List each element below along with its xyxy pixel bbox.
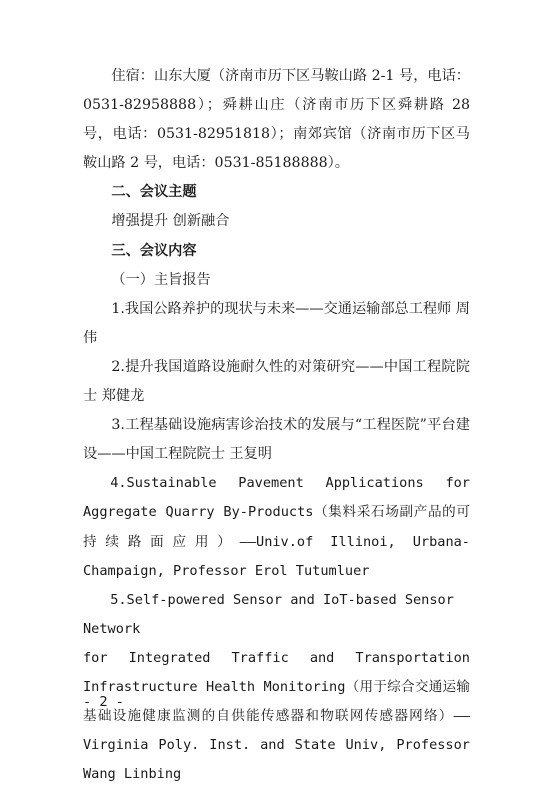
keynote-item-5-line-2: for Integrated Traffic and Transportation	[83, 649, 470, 666]
keynote-item-4: 4.Sustainable Pavement Applications for Aggregate Quarry By-Products（集料采石场副产品的可持续路面应用）——Univ.of Illinoi, Urbana-Champaign, Professor Erol Tutumluer	[83, 475, 470, 579]
keynote-item-5	[83, 586, 470, 789]
keynote-item-3: 3.工程基础设施病害诊治技术的发展与“工程医院”平台建设——中国工程院院士 王复明	[83, 417, 470, 463]
subsection-heading-keynotes: （一）主旨报告	[111, 271, 211, 288]
section-heading-content: 三、会议内容	[111, 242, 197, 259]
keynote-item-5-line-3: Infrastructure Health Monitoring（用于综合交通运输基础设施健康监测的自供能传感器和物联网传感器网络）——Virginia Poly. Inst. and State Univ, Professor Wang Linbing	[83, 678, 470, 783]
lodging-paragraph: 住宿：山东大厦（济南市历下区马鞍山路 2-1 号，电话：0531-82958888）；舜耕山庄（济南市历下区舜耕路 28 号，电话：0531-82951818）；南郊宾馆（济南市历下区马鞍山路 2 号，电话：0531-85188888）。	[83, 68, 470, 172]
keynote-item-1: 1.我国公路养护的现状与未来——交通运输部总工程师 周伟	[83, 300, 470, 346]
section-heading-theme: 二、会议主题	[111, 184, 197, 201]
page-content	[83, 62, 470, 789]
keynote-item-5-line-1: 5.Self-powered Sensor and IoT-based Sensor Network	[83, 591, 454, 637]
page-number: - 2 -	[83, 694, 124, 710]
meeting-theme: 增强提升 创新融合	[111, 213, 230, 230]
keynote-item-2: 2.提升我国道路设施耐久性的对策研究——中国工程院院士 郑健龙	[83, 358, 470, 405]
